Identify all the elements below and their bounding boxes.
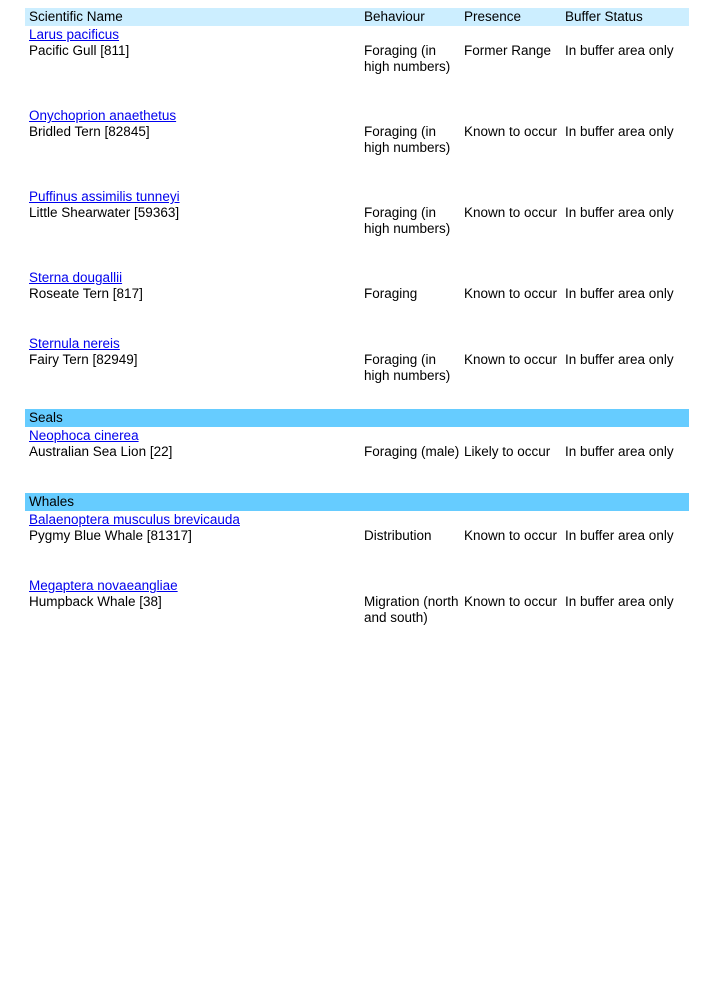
species-link[interactable]: Onychoprion anaethetus	[29, 108, 177, 123]
group-header-seals: Seals	[25, 409, 689, 427]
behaviour: Foraging (in high numbers)	[364, 43, 451, 74]
species-link[interactable]: Megaptera novaeangliae	[29, 578, 178, 593]
buffer-status: In buffer area only	[565, 444, 674, 459]
table-row	[25, 427, 689, 493]
species-link[interactable]: Balaenoptera musculus brevicauda	[29, 512, 240, 527]
table-row	[25, 269, 689, 335]
behaviour: Foraging	[364, 286, 418, 301]
header-behaviour: Behaviour	[364, 9, 425, 24]
behaviour: Foraging (in high numbers)	[364, 205, 451, 236]
presence: Known to occur	[464, 594, 558, 609]
presence: Known to occur	[464, 528, 558, 543]
header-buffer-status: Buffer Status	[565, 9, 643, 24]
common-name: Pacific Gull [811]	[29, 43, 130, 58]
group-header-whales: Whales	[25, 493, 689, 511]
species-link[interactable]: Puffinus assimilis tunneyi	[29, 189, 180, 204]
common-name: Australian Sea Lion [22]	[29, 444, 173, 459]
buffer-status: In buffer area only	[565, 352, 674, 367]
header-scientific-name: Scientific Name	[29, 9, 123, 24]
table-row	[25, 188, 689, 269]
table-row	[25, 107, 689, 188]
common-name: Humpback Whale [38]	[29, 594, 162, 609]
buffer-status: In buffer area only	[565, 205, 674, 220]
common-name: Little Shearwater [59363]	[29, 205, 180, 220]
buffer-status: In buffer area only	[565, 528, 674, 543]
species-table	[25, 8, 689, 643]
table-row	[25, 511, 689, 577]
presence: Former Range	[464, 43, 552, 58]
common-name: Pygmy Blue Whale [81317]	[29, 528, 192, 543]
buffer-status: In buffer area only	[565, 43, 674, 58]
table-row	[25, 335, 689, 409]
buffer-status: In buffer area only	[565, 594, 674, 609]
species-link[interactable]: Sternula nereis	[29, 336, 120, 351]
common-name: Roseate Tern [817]	[29, 286, 143, 301]
species-link[interactable]: Larus pacificus	[29, 27, 120, 42]
common-name: Fairy Tern [82949]	[29, 352, 138, 367]
presence: Likely to occur	[464, 444, 551, 459]
buffer-status: In buffer area only	[565, 124, 674, 139]
header-presence: Presence	[464, 9, 522, 24]
table-row	[25, 577, 689, 643]
presence: Known to occur	[464, 205, 558, 220]
behaviour: Distribution	[364, 528, 432, 543]
behaviour: Migration (north and south)	[364, 594, 459, 625]
presence: Known to occur	[464, 352, 558, 367]
species-link[interactable]: Sterna dougallii	[29, 270, 123, 285]
table-row	[25, 26, 689, 107]
table-header	[25, 8, 689, 26]
presence: Known to occur	[464, 124, 558, 139]
behaviour: Foraging (male)	[364, 444, 460, 459]
behaviour: Foraging (in high numbers)	[364, 352, 451, 383]
behaviour: Foraging (in high numbers)	[364, 124, 451, 155]
buffer-status: In buffer area only	[565, 286, 674, 301]
common-name: Bridled Tern [82845]	[29, 124, 150, 139]
species-link[interactable]: Neophoca cinerea	[29, 428, 139, 443]
presence: Known to occur	[464, 286, 558, 301]
